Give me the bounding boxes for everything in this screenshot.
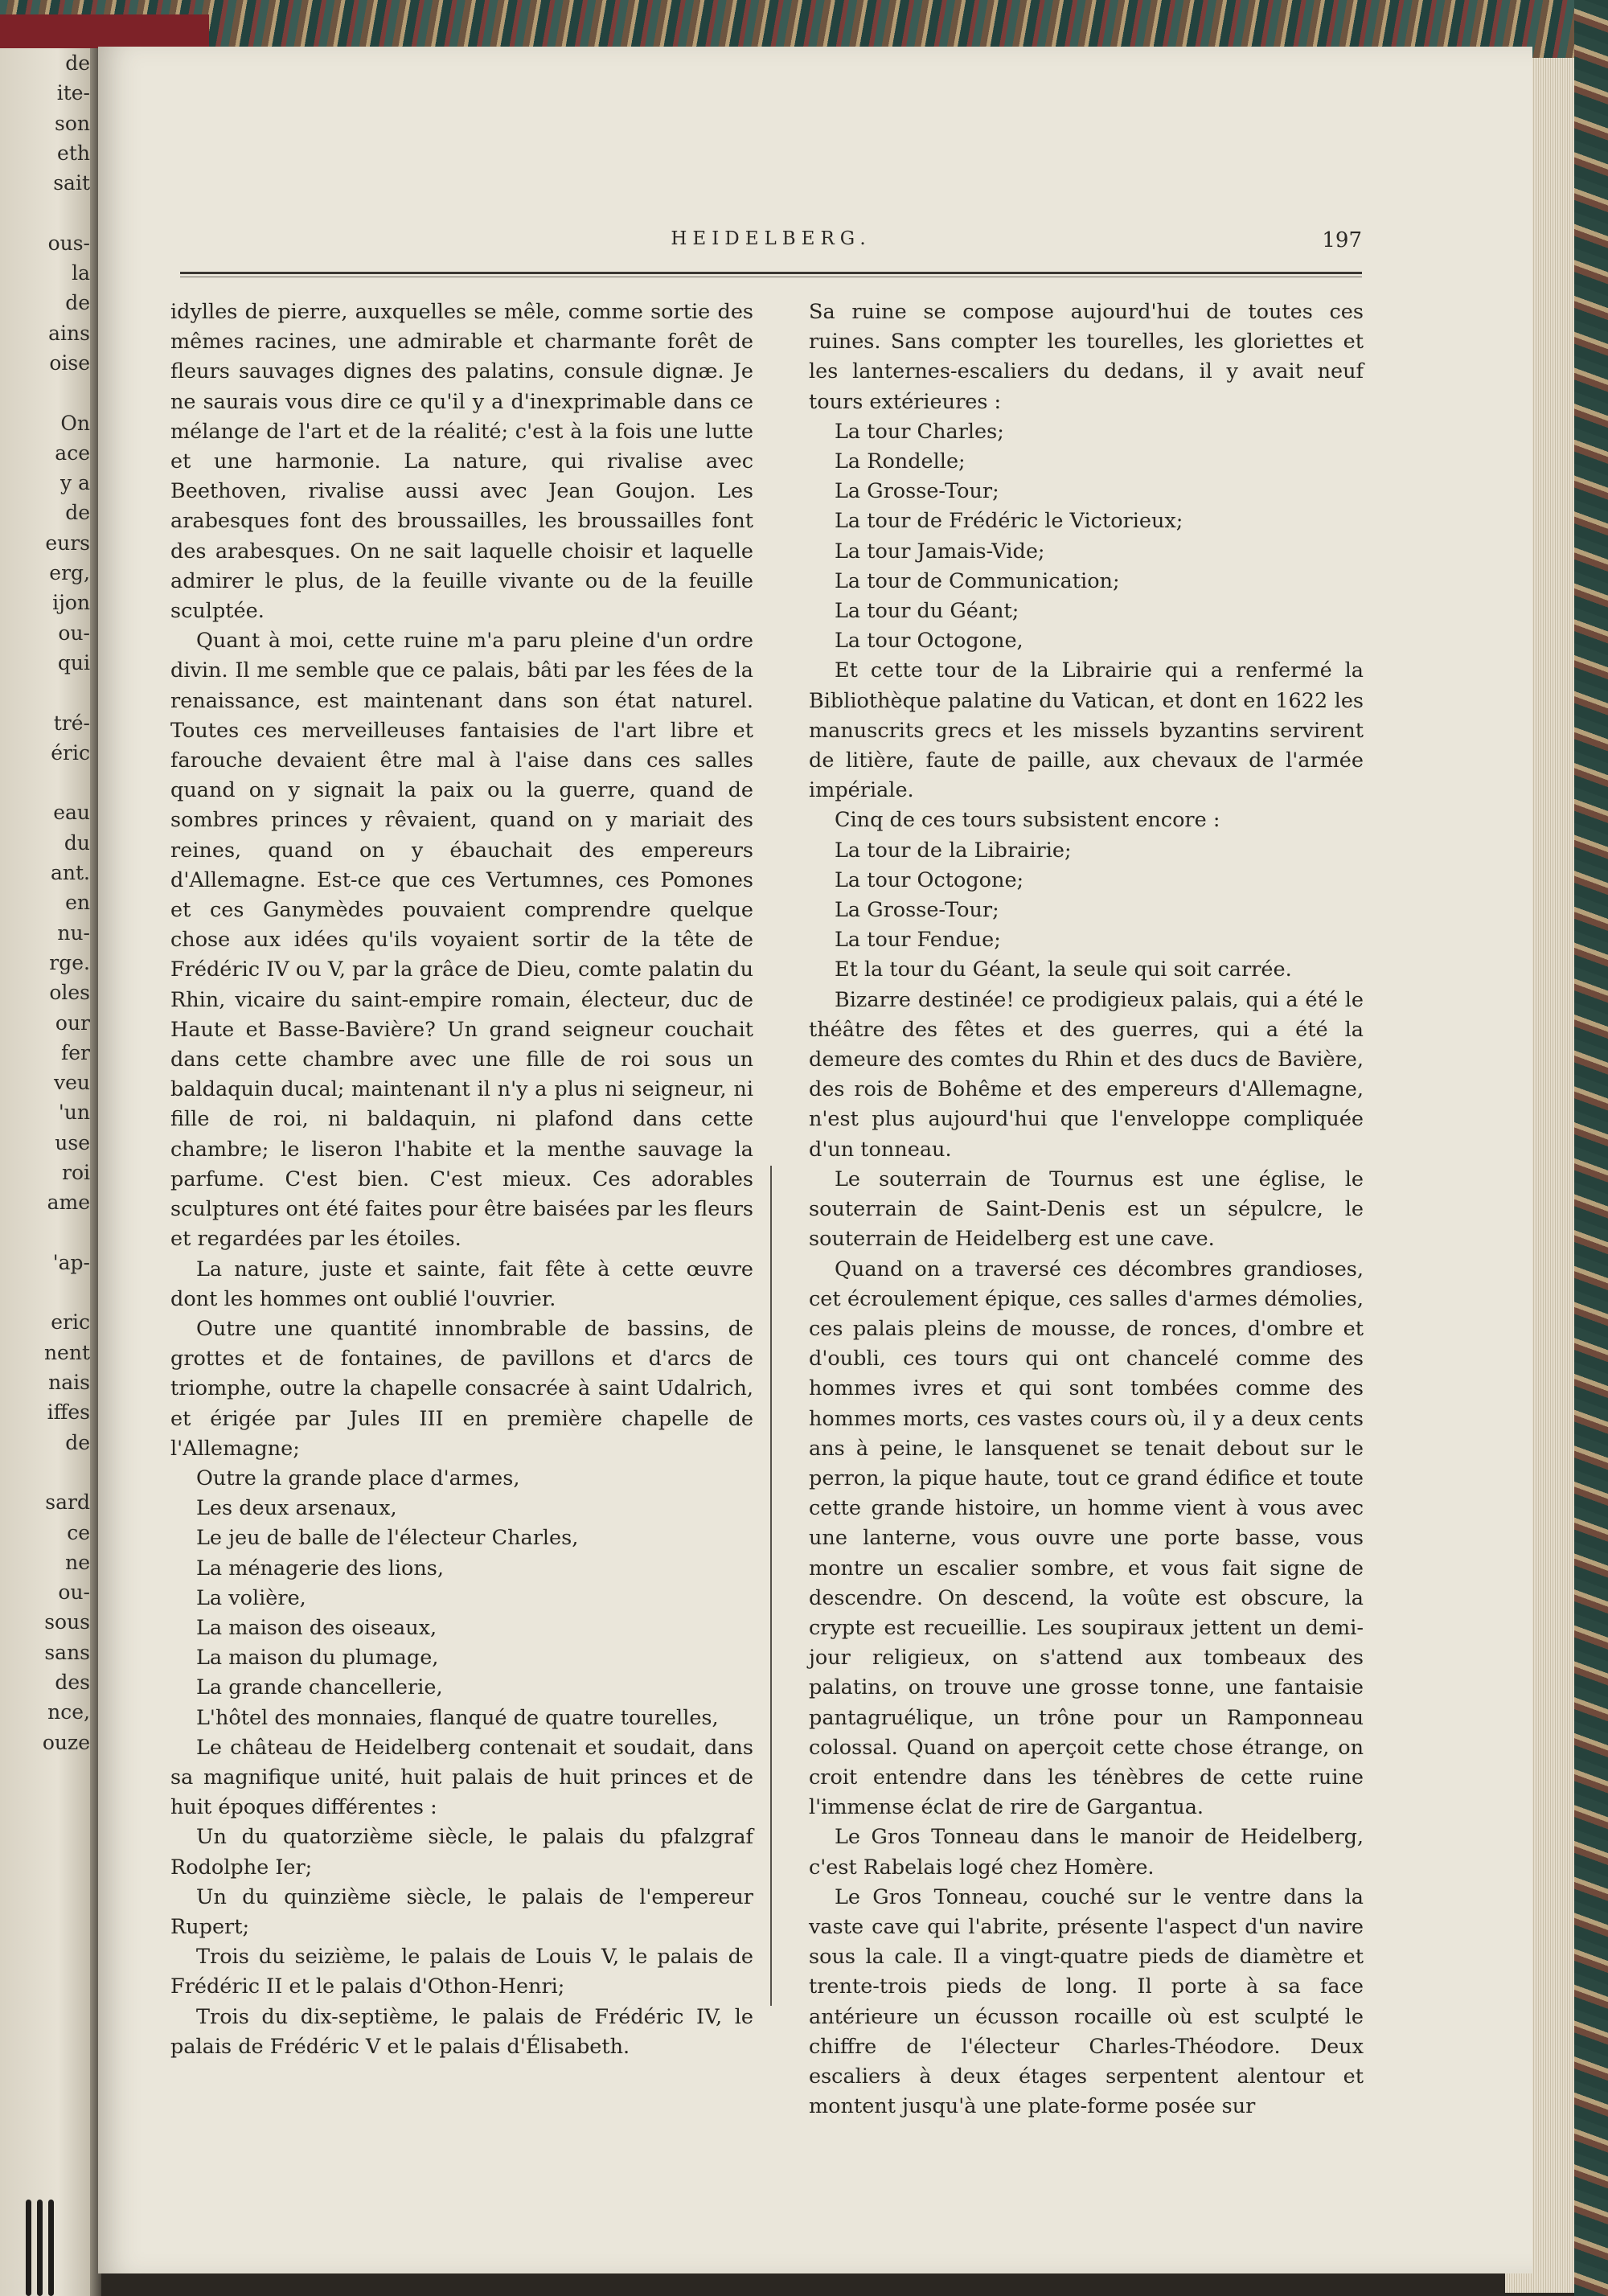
text-fragment: de: [65, 1430, 90, 1454]
text-fragment: ace: [55, 441, 90, 465]
list-item: La tour Octogone,: [835, 629, 1023, 654]
list-item: La grande chancellerie,: [196, 1675, 443, 1700]
list-item: La tour de la Librairie;: [835, 838, 1072, 863]
text-fragment: our: [55, 1011, 90, 1035]
list-item: La tour Octogone;: [835, 867, 1024, 892]
text-fragment: nent: [43, 1340, 90, 1364]
list-item: La tour de Frédéric le Victorieux;: [835, 509, 1183, 534]
text-fragment: sous: [44, 1610, 90, 1634]
text-fragment: sard: [45, 1490, 90, 1515]
paragraph: Un du quinzième siècle, le palais de l'empereur Rupert;: [170, 1884, 753, 1939]
marbled-right-edge: [1574, 0, 1608, 2296]
text-fragment: [0, 378, 90, 408]
text-fragment: [0, 1218, 90, 1248]
text-fragment: [0, 768, 90, 797]
text-fragment: ouze: [42, 1730, 90, 1754]
text-fragment: ou-: [58, 1581, 90, 1605]
paragraph: Outre une quantité innombrable de bassins, de grottes et de fontaines, de pavillons et d'arcs de triomphe, outre la chapelle consacrée à saint Udalrich, et érigée par Jules III en première chapelle de l'Allemagne;: [170, 1316, 753, 1461]
text-fragment: fer: [61, 1040, 90, 1064]
column-divider: [770, 1166, 772, 2006]
text-fragment: la: [72, 261, 90, 285]
text-fragment: ame: [47, 1191, 90, 1215]
paragraph: idylles de pierre, auxquelles se mêle, comme sortie des mêmes racines, une admirable et charmante forêt de fleurs sauvages dignes des palatins, consule dignæ. Je ne saurais vous dire ce qu'il y a d'inexprimable dans ce mélange de l'art et de la réalité; c'est à la fois une lutte et une harmonie. La nature, qui rivalise avec Beethoven, rivalise aussi avec Jean Goujon. Les arabesques font des broussailles, les broussailles font des arabesques. On ne sait laquelle choisir et laquelle admirer le plus, de la feuille vivante ou de la feuille sculptée.: [170, 300, 753, 624]
paragraph: Bizarre destinée! ce prodigieux palais, qui a été le théâtre des fêtes et des guerres, qui a été la demeure des comtes du Rhin et des ducs de Bavière, des rois de Bohême et des empereurs d'Allemagne, n'est plus aujourd'hui que l'enveloppe compliquée d'un tonneau.: [809, 987, 1364, 1162]
text-fragment: ous-: [47, 231, 90, 255]
facing-page-text-fragments: [0, 48, 90, 1757]
text-fragment: use: [55, 1130, 90, 1154]
list-item: La tour de Communication;: [835, 568, 1120, 593]
text-fragment: eth: [57, 141, 90, 165]
list-item: La Grosse-Tour;: [835, 898, 999, 923]
paragraph: Trois du seizième, le palais de Louis V, le palais de Frédéric II et le palais d'Othon-Henri;: [170, 1945, 753, 1999]
text-fragment: [0, 1277, 90, 1307]
list-item: La tour Fendue;: [835, 928, 1001, 953]
text-fragment: des: [55, 1671, 90, 1695]
text-fragment: qui: [57, 650, 90, 674]
text-fragment: ou-: [58, 621, 90, 645]
text-fragment: [0, 198, 90, 228]
list-item: L'hôtel des monnaies, flanqué de quatre tourelles,: [196, 1705, 719, 1730]
paragraph: La nature, juste et sainte, fait fête à cette œuvre dont les hommes ont oublié l'ouvrier.: [170, 1257, 753, 1311]
right-column: [809, 297, 1364, 2122]
list-item: La maison des oiseaux,: [196, 1615, 437, 1640]
list-item: Les deux arsenaux,: [196, 1496, 397, 1521]
text-fragment: ce: [67, 1520, 90, 1544]
list-item: La tour Charles;: [835, 419, 1004, 444]
text-fragment: du: [64, 830, 90, 855]
text-fragment: On: [60, 411, 90, 435]
text-fragment: ant.: [51, 861, 90, 885]
list-item: Et la tour du Géant, la seule qui soit carrée.: [835, 957, 1292, 982]
text-fragment: [0, 678, 90, 707]
text-fragment: de: [65, 501, 90, 525]
paragraph: Le Gros Tonneau dans le manoir de Heidelberg, c'est Rabelais logé chez Homère.: [809, 1825, 1364, 1880]
text-fragment: tré-: [53, 711, 90, 735]
paragraph: Quand on a traversé ces décombres grandioses, cet écroulement épique, ces salles d'armes démolies, ces palais pleins de mousse, de ronces, d'ombre et d'oubli, ces tours qui ont chancelé comme des hommes ivres et qui sont tombées comme des hommes morts, ces vastes cours où, il y a deux cents ans à peine, le lansquenet se tenait debout sur le perron, la pique haute, tout ce grand édifice et toute cette grande histoire, un homme vient à vous avec une lanterne, vous ouvre une porte basse, vous montre un escalier sombre, et vous fait signe de descendre. On descend, la voûte est obscure, la crypte est recueillie. Les soupiraux jettent un demi-jour religieux, on s'attend aux tombeaux des palatins, on trouve une grosse tonne, une fantaisie pantagruélique, un trône pour un Ramponneau colossal. Quand on aperçoit cette chose étrange, on croit entendre dans les ténèbres de cette ruine l'immense éclat de rire de Gargantua.: [809, 1257, 1364, 1820]
text-fragment: ains: [48, 321, 90, 345]
list-item: Cinq de ces tours subsistent encore :: [835, 808, 1220, 833]
bookmark-ribbons: [23, 2179, 55, 2296]
text-fragment: 'un: [58, 1101, 90, 1125]
left-column: [170, 297, 753, 2062]
paragraph: Un du quatorzième siècle, le palais du pfalzgraf Rodolphe Ier;: [170, 1825, 753, 1880]
paragraph: Le Gros Tonneau, couché sur le ventre dans la vaste cave qui l'abrite, présente l'aspect d'un navire sous la cale. Il a vingt-quatre pieds de diamètre et trente-trois pieds de long. Il porte à sa face antérieure un écusson rocaille où est sculpté le chiffre de l'électeur Charles-Théodore. Deux escaliers à deux étages serpentent alentour et montent jusqu'à une plate-forme posée sur: [809, 1884, 1364, 2119]
text-fragment: éric: [51, 740, 90, 765]
list-item: La Rondelle;: [835, 449, 966, 474]
text-fragment: 'ap-: [52, 1250, 90, 1274]
text-fragment: ne: [65, 1550, 90, 1574]
list-item: Outre la grande place d'armes,: [196, 1466, 520, 1490]
text-fragment: sans: [44, 1640, 90, 1664]
text-fragment: de: [65, 291, 90, 315]
header-rule: [180, 272, 1362, 274]
list-item: La ménagerie des lions,: [196, 1556, 444, 1581]
list-item: La tour Jamais-Vide;: [835, 539, 1045, 564]
paragraph: Trois du dix-septième, le palais de Frédéric IV, le palais de Frédéric V et le palais d'Élisabeth.: [170, 2004, 753, 2059]
text-fragment: en: [65, 891, 90, 915]
list-item: La Grosse-Tour;: [835, 479, 999, 504]
text-fragment: [0, 1458, 90, 1487]
text-fragment: sait: [53, 171, 90, 195]
text-fragment: eau: [53, 801, 90, 825]
text-fragment: de: [65, 51, 90, 75]
text-fragment: y a: [60, 471, 90, 495]
text-fragment: ijon: [52, 591, 90, 615]
paragraph: Le château de Heidelberg contenait et soudait, dans sa magnifique unité, huit palais de huit princes et de huit époques différentes :: [170, 1735, 753, 1820]
text-fragment: eurs: [45, 531, 90, 555]
text-fragment: oles: [49, 981, 90, 1005]
text-fragment: nais: [48, 1371, 90, 1395]
list-item: La tour du Géant;: [835, 599, 1019, 624]
page-number: 197: [1322, 228, 1362, 252]
text-fragment: veu: [53, 1071, 90, 1095]
paragraph: Quant à moi, cette ruine m'a paru pleine d'un ordre divin. Il me semble que ce palais, bâti par les fées de la renaissance, est maintenant dans son état naturel. Toutes ces merveilleuses fantaisies de l'art libre et farouche devaient être mal à l'aise dans ces salles quand on y signait la paix ou la guerre, quand de sombres princes y rêvaient, quand on y mariait des reines, quand on y ébauchait des empereurs d'Allemagne. Est-ce que ces Vertumnes, ces Pomones et ces Ganymèdes pouvaient comprendre quelque chose aux idées qu'ils voyaient sortir de la tête de Frédéric IV ou V, par la grâce de Dieu, comte palatin du Rhin, vicaire du saint-empire romain, électeur, duc de Haute et Basse-Bavière? Un grand seigneur couchait dans cette chambre avec une fille de roi sous un baldaquin ducal; maintenant il n'y a plus ni seigneur, ni fille de roi, ni baldaquin, ni plafond dans cette chambre; le liseron l'habite et la menthe sauvage la parfume. C'est bien. C'est mieux. Ces adorables sculptures ont été faites pour être baisées par les fleurs et regardées par les étoiles.: [170, 629, 753, 1252]
page-header: [180, 228, 1362, 260]
list-item: Le jeu de balle de l'électeur Charles,: [196, 1526, 579, 1551]
text-fragment: roi: [62, 1160, 90, 1184]
list-item: La volière,: [196, 1585, 306, 1610]
text-fragment: ite-: [56, 81, 90, 105]
paragraph: Le souterrain de Tournus est une église, le souterrain de Saint-Denis est un sépulcre, le souterrain de Heidelberg est une cave.: [809, 1166, 1364, 1252]
running-title: HEIDELBERG.: [671, 228, 872, 249]
text-fragment: oise: [49, 351, 90, 375]
text-fragment: son: [55, 111, 90, 135]
list-item: La maison du plumage,: [196, 1646, 439, 1671]
text-fragment: iffes: [47, 1400, 90, 1425]
text-fragment: erg,: [49, 561, 90, 585]
facing-page: [0, 48, 96, 2296]
text-fragment: nu-: [57, 920, 90, 945]
paragraph: Sa ruine se compose aujourd'hui de toutes ces ruines. Sans compter les tourelles, les gloriettes et les lanternes-escaliers du dedans, il y avait neuf tours extérieures :: [809, 300, 1364, 414]
text-fragment: eric: [51, 1310, 90, 1335]
paragraph: Et cette tour de la Librairie qui a renfermé la Bibliothèque palatine du Vatican, et dont en 1622 les manuscrits grecs et les missels byzantins servirent de litière, faute de paille, aux chevaux de l'armée impériale.: [809, 658, 1364, 803]
text-fragment: nce,: [47, 1700, 90, 1724]
text-fragment: rge.: [49, 950, 90, 974]
